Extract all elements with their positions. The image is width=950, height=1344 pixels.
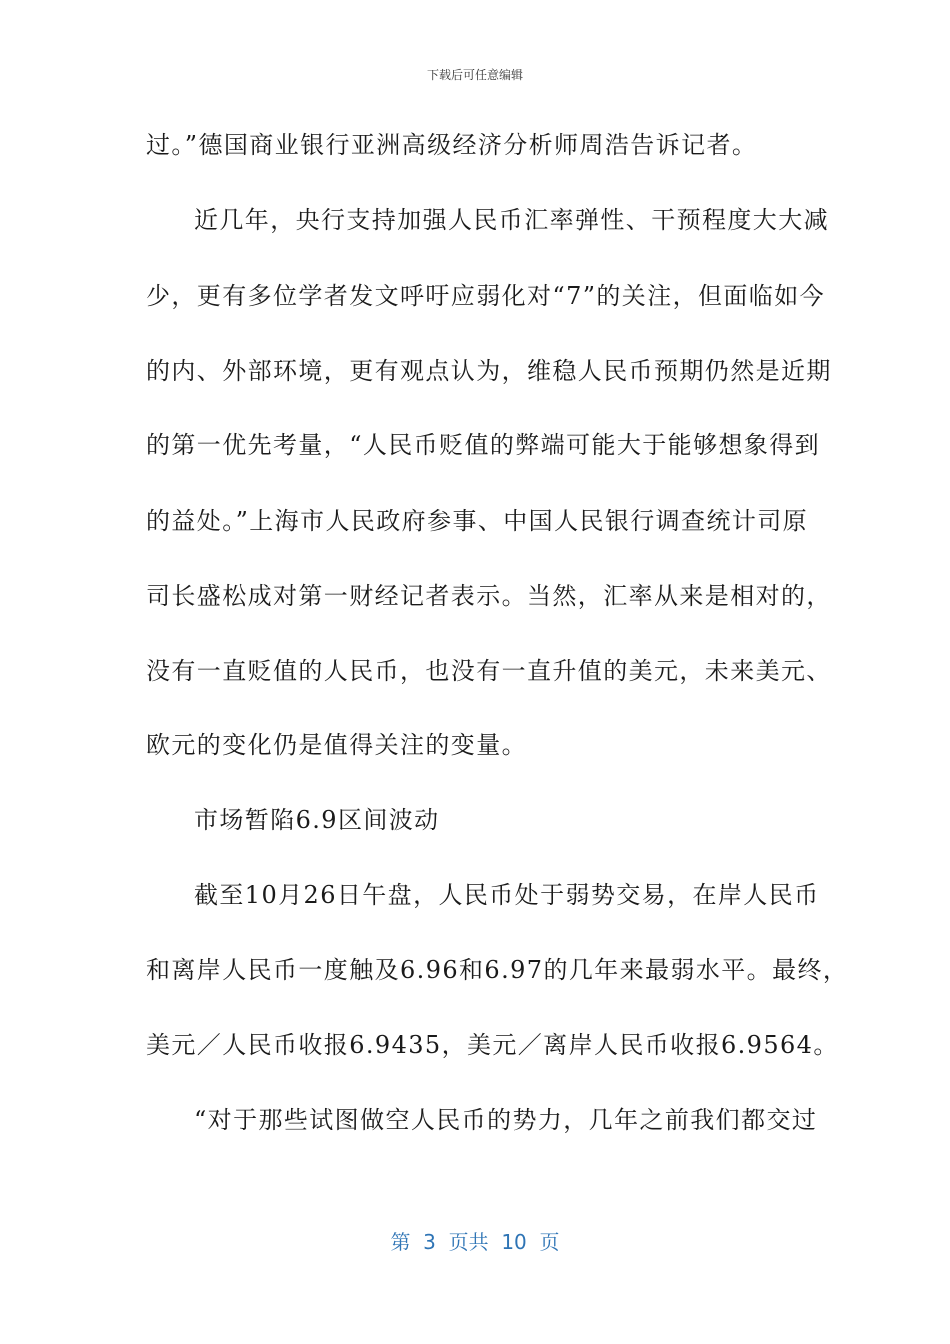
paragraph-line: 美元／人民币收报6.9435，美元／离岸人民币收报6.9564。 <box>146 1031 839 1059</box>
page-footer: 第 3 页共 10 页 <box>390 1230 560 1254</box>
paragraph-line: 的益处。”上海市人民政府参事、中国人民银行调查统计司原 <box>146 507 809 535</box>
paragraph-line: 欧元的变化仍是值得关注的变量。 <box>146 731 527 759</box>
paragraph-line: 的内、外部环境，更有观点认为，维稳人民币预期仍然是近期 <box>146 357 832 385</box>
paragraph-line: “对于那些试图做空人民币的势力，几年之前我们都交过 <box>194 1106 818 1134</box>
paragraph-line: 少，更有多位学者发文呼吁应弱化对“7”的关注，但面临如今 <box>146 282 826 310</box>
paragraph-line: 截至10月26日午盘，人民币处于弱势交易，在岸人民币 <box>194 881 820 909</box>
paragraph-line: 近几年，央行支持加强人民币汇率弹性、干预程度大大减 <box>194 206 829 234</box>
paragraph-line: 和离岸人民币一度触及6.96和6.97的几年来最弱水平。最终， <box>146 956 849 984</box>
paragraph-line: 过。”德国商业银行亚洲高级经济分析师周浩告诉记者。 <box>146 131 758 159</box>
section-heading: 市场暂陷6.9区间波动 <box>194 806 440 834</box>
paragraph-line: 司长盛松成对第一财经记者表示。当然，汇率从来是相对的， <box>146 582 832 610</box>
paragraph-line: 没有一直贬值的人民币，也没有一直升值的美元，未来美元、 <box>146 657 832 685</box>
paragraph-line: 的第一优先考量，“人民币贬值的弊端可能大于能够想象得到 <box>146 431 821 459</box>
page-header: 下载后可任意编辑 <box>426 68 523 82</box>
